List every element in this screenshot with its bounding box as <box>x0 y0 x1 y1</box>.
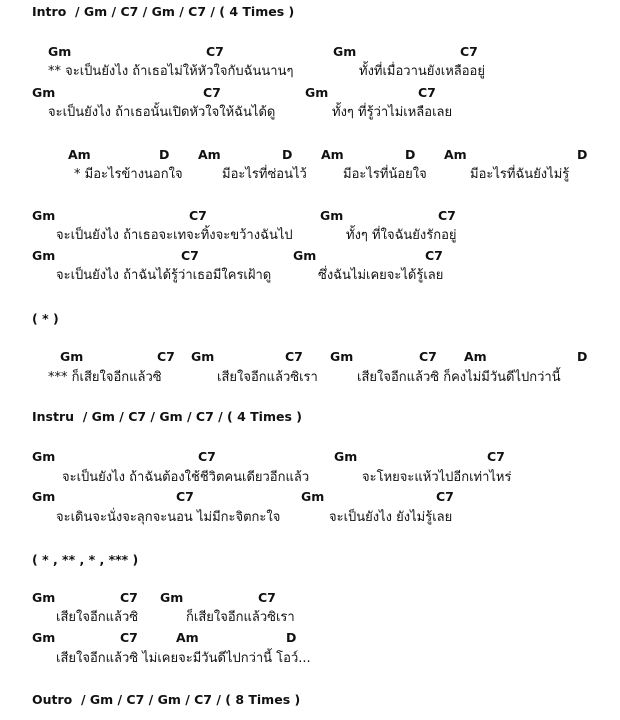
lyric: ซึ่งฉันไม่เคยจะได้รู้เลย <box>318 268 444 283</box>
chord: C7 <box>181 248 199 263</box>
chord: C7 <box>285 349 303 364</box>
lyric: มีอะไรที่น้อยใจ <box>343 167 427 182</box>
chord: C7 <box>419 349 437 364</box>
lyric: จะเป็นยังไง ยังไม่รู้เลย <box>329 510 453 525</box>
lyric: จะเดินจะนั่งจะลุกจะนอน ไม่มีกะจิตกะใจ <box>56 510 281 525</box>
chord: Am <box>198 147 221 162</box>
chord: Am <box>444 147 467 162</box>
lyric: จะเป็นยังไง ถ้าฉันต้องใช้ชีวิตคนเดียวอีกแล้ว <box>62 470 310 485</box>
lyric: ** จะเป็นยังไง ถ้าเธอไม่ให้หัวใจกับฉันนานๆ <box>48 64 294 79</box>
chord: Gm <box>32 590 56 605</box>
chord: C7 <box>157 349 175 364</box>
lyric: จะเป็นยังไง ถ้าเธอจะเทจะทิ้งจะขว้างฉันไป <box>56 228 293 243</box>
chord: Gm <box>334 449 358 464</box>
lyric: ทั้งๆ ที่ใจฉันยังรักอยู่ <box>346 228 457 243</box>
chord: Gm <box>60 349 84 364</box>
chord: C7 <box>120 630 138 645</box>
chord: Gm <box>293 248 317 263</box>
chord: Gm <box>32 449 56 464</box>
lyric: จะโหยจะแห้วไปอีกเท่าไหร่ <box>362 470 512 485</box>
instru-line: Instru / Gm / C7 / Gm / C7 / ( 4 Times ) <box>32 409 302 424</box>
chord: Am <box>68 147 91 162</box>
chord: D <box>577 147 588 162</box>
lyric: ทั้งที่เมื่อวานยังเหลืออยู่ <box>359 64 485 79</box>
chord: Gm <box>32 85 56 100</box>
chord: Gm <box>191 349 215 364</box>
lyric: เสียใจอีกแล้วซิ ก็คงไม่มีวันดีไปกว่านี้ <box>357 370 561 385</box>
chord: Am <box>176 630 199 645</box>
chord: Gm <box>32 208 56 223</box>
chord: C7 <box>425 248 443 263</box>
chord: D <box>286 630 297 645</box>
repeat-marker: ( * ) <box>32 311 59 326</box>
chord: Gm <box>333 44 357 59</box>
chord: C7 <box>460 44 478 59</box>
chord: Gm <box>32 248 56 263</box>
chord: Gm <box>48 44 72 59</box>
repeat-sequence: ( * , ** , * , *** ) <box>32 552 139 567</box>
chord: Gm <box>160 590 184 605</box>
chord: C7 <box>487 449 505 464</box>
lyric: จะเป็นยังไง ถ้าฉันได้รู้ว่าเธอมีใครเฝ้าดู <box>56 268 272 283</box>
chord: Gm <box>330 349 354 364</box>
chord: Gm <box>305 85 329 100</box>
chord: C7 <box>176 489 194 504</box>
chord: D <box>577 349 588 364</box>
intro-line: Intro / Gm / C7 / Gm / C7 / ( 4 Times ) <box>32 4 295 19</box>
chord: Am <box>321 147 344 162</box>
chord: D <box>282 147 293 162</box>
lyric: ทั้งๆ ที่รู้ว่าไม่เหลือเลย <box>332 105 453 120</box>
lyric: เสียใจอีกแล้วซิ <box>56 610 139 625</box>
chord: D <box>159 147 170 162</box>
lyric: มีอะไรที่ฉันยังไม่รู้ <box>470 167 570 182</box>
lyric: ก็เสียใจอีกแล้วซิเรา <box>186 610 295 625</box>
chord: C7 <box>418 85 436 100</box>
chord: Gm <box>32 630 56 645</box>
chord: C7 <box>436 489 454 504</box>
chord: C7 <box>203 85 221 100</box>
chord: D <box>405 147 416 162</box>
chord: C7 <box>206 44 224 59</box>
chord: Gm <box>320 208 344 223</box>
chord: C7 <box>198 449 216 464</box>
lyric: เสียใจอีกแล้วซิเรา <box>217 370 318 385</box>
lyric: เสียใจอีกแล้วซิ ไม่เคยจะมีวันดีไปกว่านี้ โอว์... <box>56 651 311 666</box>
chord: C7 <box>438 208 456 223</box>
lyric: จะเป็นยังไง ถ้าเธอนั้นเปิดหัวใจให้ฉันได้ดู <box>48 105 276 120</box>
chord: Gm <box>301 489 325 504</box>
chord: C7 <box>120 590 138 605</box>
chord: C7 <box>189 208 207 223</box>
chord: C7 <box>258 590 276 605</box>
chord: Gm <box>32 489 56 504</box>
chord: Am <box>464 349 487 364</box>
outro-line: Outro / Gm / C7 / Gm / C7 / ( 8 Times ) <box>32 692 301 707</box>
lyric: มีอะไรที่ซ่อนไว้ <box>222 167 307 182</box>
lyric: * มีอะไรข้างนอกใจ <box>74 167 183 182</box>
lyric: *** ก็เสียใจอีกแล้วซิ <box>48 370 162 385</box>
